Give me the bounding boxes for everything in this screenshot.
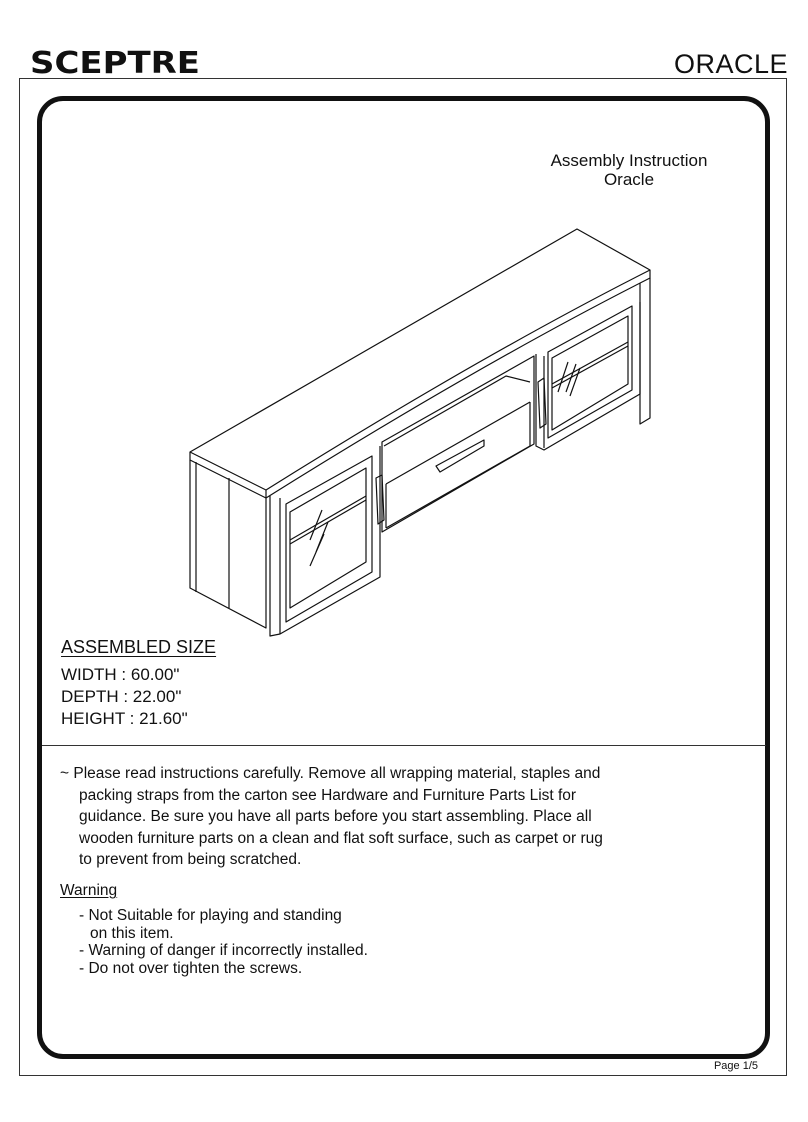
size-depth: DEPTH : 22.00"	[61, 687, 182, 706]
warning-item: - Warning of danger if incorrectly installed.	[79, 942, 368, 959]
svg-text:SCEPTRE: SCEPTRE	[30, 46, 200, 78]
cabinet-top	[190, 229, 650, 490]
warning-heading: Warning	[60, 882, 118, 899]
cabinet-right-side	[640, 278, 650, 424]
sceptre-logo	[30, 44, 202, 78]
instructions-paragraph	[60, 763, 700, 871]
warning-item: - Not Suitable for playing and standing	[79, 907, 342, 924]
page-number: Page 1/5	[713, 1060, 758, 1072]
instruction-line: guidance. Be sure you have all parts before you start assembling. Place all	[79, 808, 592, 825]
doc-title-line-2: Oracle	[603, 170, 655, 189]
warning-item-continued: on this item.	[90, 924, 174, 942]
assembled-size-heading: ASSEMBLED SIZE	[61, 637, 217, 657]
instruction-line: packing straps from the carton see Hardware and Furniture Parts List for	[79, 786, 577, 804]
drawer-handle	[436, 440, 484, 472]
tv-stand-illustration	[186, 226, 658, 642]
size-width: WIDTH : 60.00"	[61, 665, 180, 684]
model-name: ORACLE	[673, 49, 788, 79]
right-door-handle	[538, 378, 546, 428]
warning-list	[79, 907, 368, 977]
assembled-size-list	[61, 664, 188, 730]
instruction-line: ~ Please read instructions carefully. Remove all wrapping material, staples and	[60, 765, 601, 782]
section-divider	[42, 745, 766, 746]
cabinet-left-side	[190, 460, 266, 628]
doc-title-line-1: Assembly Instruction	[550, 151, 708, 170]
instruction-line: to prevent from being scratched.	[79, 851, 302, 868]
cabinet-top-edge	[190, 452, 266, 498]
instruction-line: wooden furniture parts on a clean and flat soft surface, such as carpet or rug	[79, 829, 603, 847]
size-height: HEIGHT : 21.60"	[61, 709, 188, 728]
warning-item: - Do not over tighten the screws.	[79, 959, 303, 977]
doc-title	[500, 151, 758, 189]
